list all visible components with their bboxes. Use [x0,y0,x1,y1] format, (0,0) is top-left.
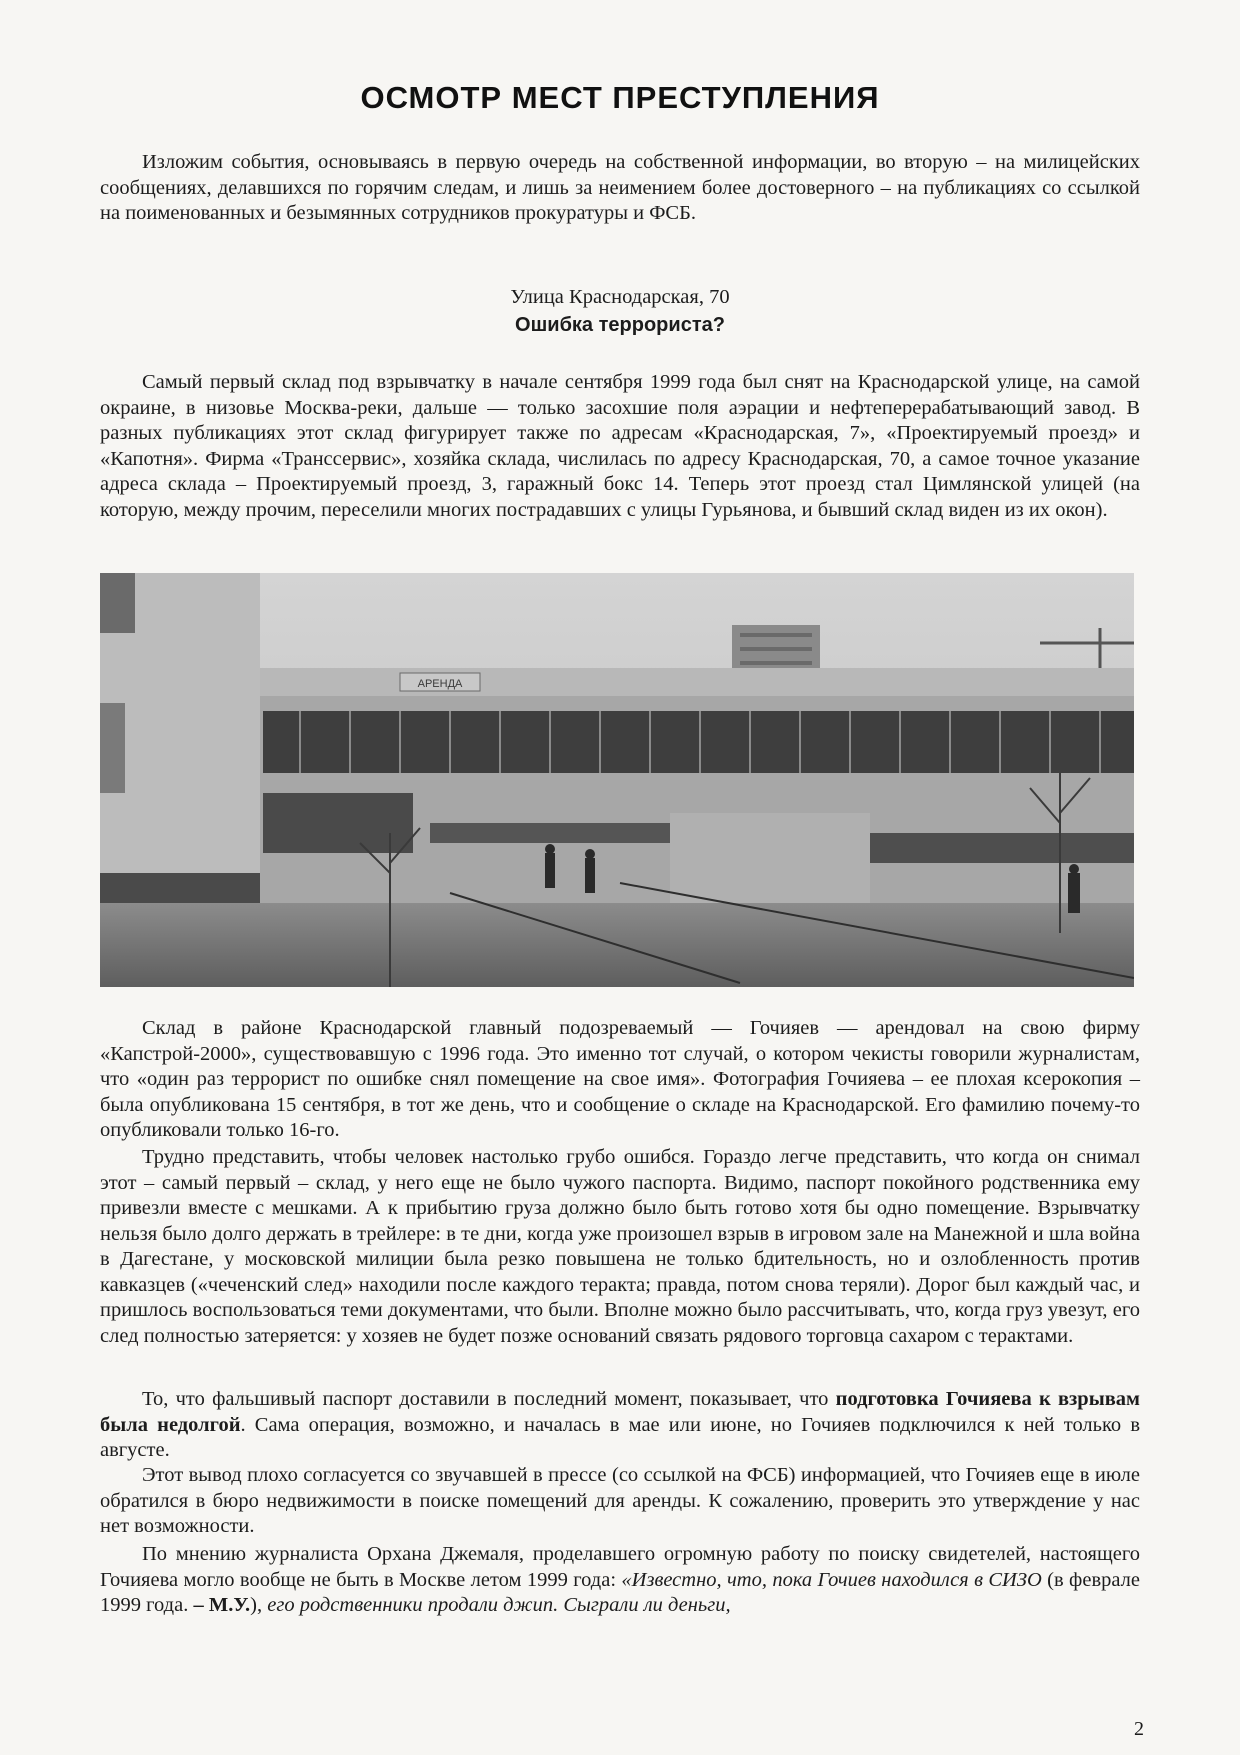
warehouse-photo [100,573,1134,987]
intro-paragraph: Изложим события, основываясь в первую очередь на собственной информации, во вторую – на милицейских сообщениях, делавшихся по горячим следам, и лишь за неимением более достоверного – на публикациях со ссылкой на поименованных и безымянных сотрудников прокуратуры и ФСБ. [100,151,1140,224]
p4-bold-text: подготовка Гочияева к взрывам была недолгой [100,1388,1140,1436]
paragraph-5: Этот вывод плохо согласуется со звучавшей в прессе (со ссылкой на ФСБ) информацией, что Гочияев еще в июле обратился в бюро недвижимости в поиске помещений для аренды. К сожалению, проверить это утверждение у нас нет возможности. [100,1464,1140,1537]
p4-text-after: . Сама операция, возможно, и началась в мае или июне, но Гочияев подключился к ней только в августе. [100,1413,1141,1461]
paragraph-2: Склад в районе Краснодарской главный подозреваемый — Гочияев — арендовал на свою фирму «Капстрой-2000», существовавшую с 1996 года. Это именно тот случай, о котором чекисты говорили журналистам, что «один раз террорист по ошибке снял помещение на свое имя». Фотография Гочияева – ее плохая ксерокопия – была опубликована 15 сентября, в тот же день, что и сообщение о складе на Краснодарской. Его фамилию почему-то опубликовали только 16-го. [100,1017,1140,1141]
paragraph-4 [100,1387,1140,1464]
p6-bold-initials: – М.У. [193,1594,251,1616]
paragraph-3: Трудно представить, чтобы человек настолько грубо ошибся. Гораздо легче представить, что когда он снимал этот – самый первый – склад, у него еще не было чужого паспорта. Видимо, паспорт покойного родственника ему привезли вместе с мешками. А к прибытию груза должно было быть готово хотя бы одно помещение. Взрывчатку нельзя было долго держать в трейлере: в те дни, когда уже произошел взрыв в игровом зале на Манежной и шла война в Дагестане, у московской милиции была резко повышена не только бдительность, но и озлобленность против кавказцев («чеченский след» находили после каждого теракта; правда, потом снова теряли). Дорог был каждый час, и пришлось воспользоваться теми документами, что были. Вполне можно было рассчитывать, что, когда груз увезут, его след полностью затеряется: у хозяев не будет позже оснований связать рядового торговца сахаром с терактами. [100,1146,1140,1347]
p6-italic-quote: «Известно, что, пока Гочиев находился в СИЗО [621,1568,1042,1591]
sign-text: АРЕНДА [417,678,463,690]
section-address: Улица Краснодарская, 70 [510,286,730,308]
page-number: 2 [1134,1718,1144,1740]
p4-text-before: То, что фальшивый паспорт доставили в последний момент, показывает, что [142,1388,836,1410]
paragraph-6 [100,1542,1140,1619]
section-heading: Ошибка террориста? [515,314,725,336]
p6-italic-quote-2: его родственники продали джип. Сыграли ли деньги, [267,1594,731,1616]
paragraph-1: Самый первый склад под взрывчатку в начале сентября 1999 года был снят на Краснодарской улице, на самой окраине, в низовье Москва-реки, дальше — только засохшие поля аэрации и нефтеперерабатывающий завод. В разных публикациях этот склад фигурирует также по адресам «Краснодарская, 7», «Проектируемый проезд» и «Капотня». Фирма «Транссервис», хозяйка склада, числилась по адресу Краснодарская, 70, а самое точное указание адреса склада – Проектируемый проезд, 3, гаражный бокс 14. Теперь этот проезд стал Цимлянской улицей (на которую, между прочим, переселили многих пострадавших с улицы Гурьянова, и бывший склад виден из их окон). [100,371,1140,521]
p6-text-normal-2: ), [250,1594,268,1616]
p6-text-before: По мнению журналиста Орхана Джемаля, проделавшего огромную работу по поиску свидетелей, настоящего Гочияева могло вообще не быть в Москве летом 1999 года: [100,1543,1140,1591]
p6-text-normal: (в феврале 1999 года. [100,1568,1140,1616]
page-title: ОСМОТР МЕСТ ПРЕСТУПЛЕНИЯ [360,80,880,115]
